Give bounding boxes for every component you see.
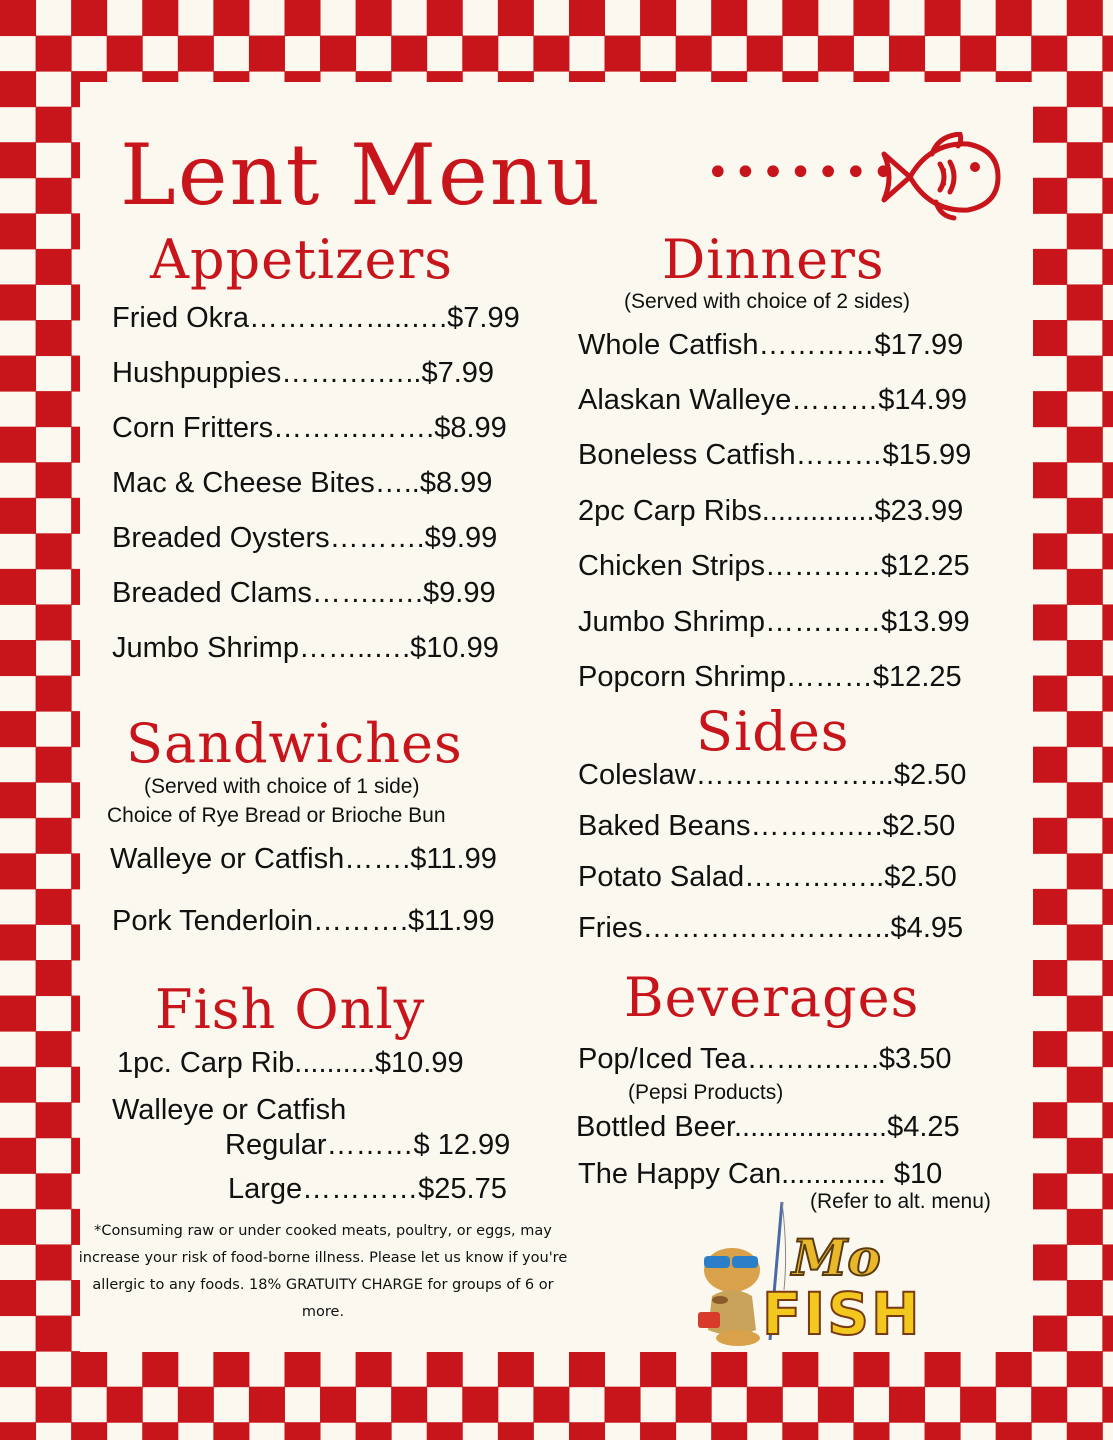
sandwiches-heading: Sandwiches [126,712,463,775]
dinner-item: Boneless Catfish………$15.99 [578,439,972,471]
fish-only-large: Large…………$25.75 [228,1173,507,1205]
sandwiches-bread-note: Choice of Rye Bread or Brioche Bun [107,804,446,827]
sandwich-item: Pork Tenderloin……….$11.99 [112,905,495,937]
beverage-item: Pop/Iced Tea……….….$3.50 [578,1043,952,1075]
appetizer-item: Mac & Cheese Bites…..$8.99 [112,467,493,499]
side-item: Fries……………………..$4.95 [578,912,964,944]
appetizer-item: Breaded Clams……..….$9.99 [112,577,496,609]
dinners-note: (Served with choice of 2 sides) [624,290,910,313]
sandwiches-note: (Served with choice of 1 side) [144,775,420,798]
beverage-item: Bottled Beer...................$4.25 [576,1111,960,1143]
dinner-item: 2pc Carp Ribs..............$23.99 [578,495,964,527]
fish-only-regular: Regular………$ 12.99 [225,1129,511,1161]
dinner-item: Alaskan Walleye………$14.99 [578,384,967,416]
appetizers-heading: Appetizers [150,228,453,291]
beverage-note: (Pepsi Products) [628,1081,784,1104]
appetizer-item: Breaded Oysters……….$9.99 [112,522,498,554]
dinner-item: Whole Catfish…………$17.99 [578,329,964,361]
fish-only-item: Walleye or Catfish [112,1094,347,1126]
side-item: Coleslaw………………...$2.50 [578,759,967,791]
logo-mo: Mo [792,1228,881,1287]
appetizer-item: Jumbo Shrimp……..….$10.99 [112,632,499,664]
fish-icon [880,132,1004,222]
disclaimer: *Consuming raw or under cooked meats, poultry, or eggs, may increase your risk of food-borne illness. Please let us know if you're allergic to any foods. 18% GRATUITY CHARGE for groups of 6 or more. [78,1223,568,1320]
appetizer-item: Corn Fritters……….…….$8.99 [112,412,507,444]
side-item: Baked Beans……….….$2.50 [578,810,956,842]
dinner-item: Chicken Strips…………$12.25 [578,550,970,582]
fish-only-heading: Fish Only [155,978,426,1041]
dinners-heading: Dinners [662,228,885,291]
sandwich-item: Walleye or Catfish…….$11.99 [110,843,497,875]
dinner-item: Popcorn Shrimp………$12.25 [578,661,962,693]
fish-only-item: 1pc. Carp Rib..........$10.99 [117,1047,464,1079]
appetizer-item: Fried Okra……………..….$7.99 [112,302,520,334]
beverage-note: (Refer to alt. menu) [810,1190,991,1213]
dinner-item: Jumbo Shrimp…………$13.99 [578,606,970,638]
beverages-heading: Beverages [624,966,920,1029]
sides-heading: Sides [696,700,850,763]
side-item: Potato Salad……….…..$2.50 [578,861,957,893]
logo-fish: FISH [762,1280,922,1348]
beverage-item: The Happy Can............. $10 [578,1158,943,1190]
title-dots: ••••••• [706,150,900,196]
appetizer-item: Hushpuppies……….…..$7.99 [112,357,495,389]
page-title: Lent Menu [120,126,602,224]
